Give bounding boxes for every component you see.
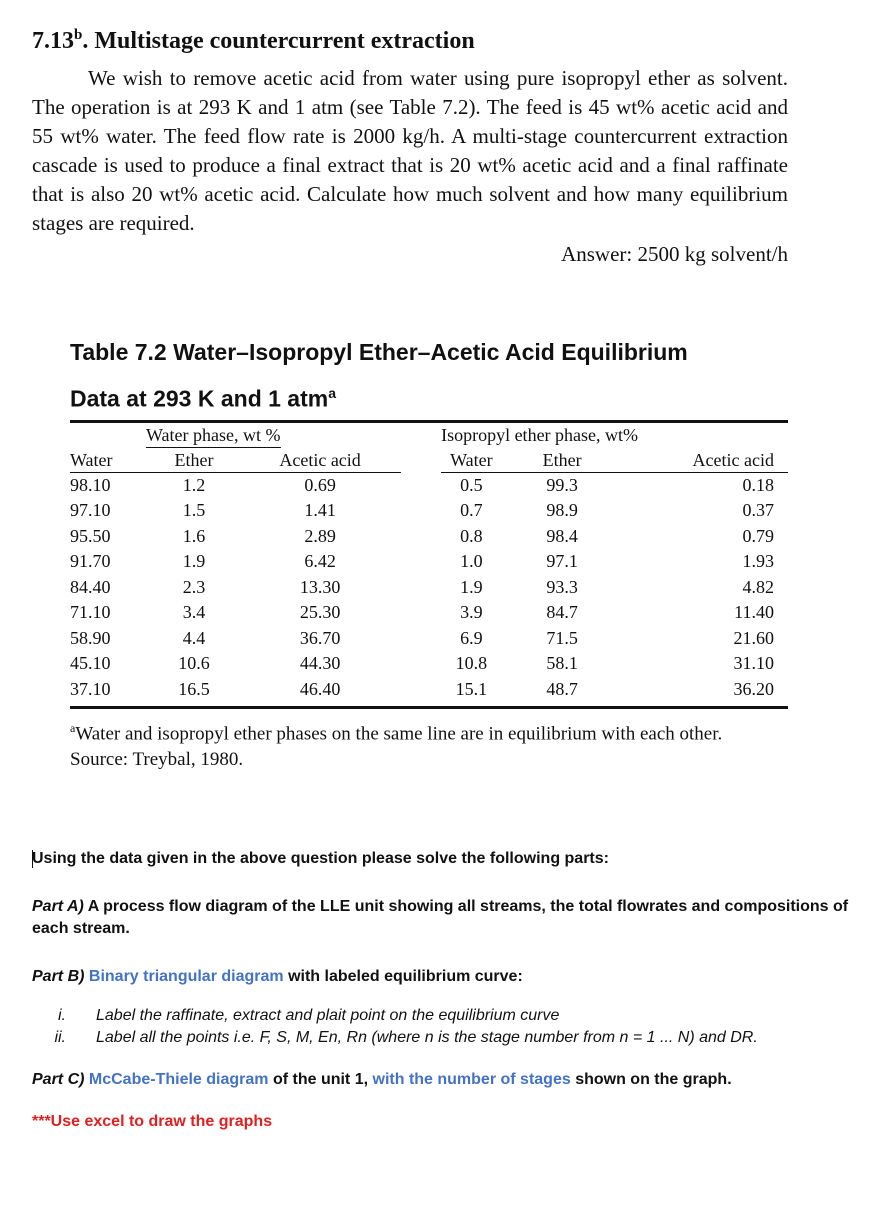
col-water-ether: Ether [149, 448, 240, 473]
part-b-highlight: Binary triangular diagram [84, 968, 284, 985]
table-cell: 1.6 [182, 525, 206, 546]
part-a [32, 896, 852, 940]
table-cell: 1.9 [460, 576, 483, 597]
part-c-highlight-2: with the number of stages [372, 1071, 571, 1088]
part-b-item-2 [32, 1027, 852, 1049]
table-cell: 98.9 [546, 500, 578, 521]
table-body [70, 472, 788, 702]
table-cell: 45.10 [70, 653, 111, 674]
table-group-header [70, 423, 788, 448]
table-cell: 25.30 [299, 602, 341, 623]
table-cell: 91.70 [70, 551, 111, 572]
table-cell: 93.3 [546, 576, 578, 597]
group-gap [401, 423, 441, 448]
table-cell: 3.9 [460, 602, 483, 623]
table-cell: 6.9 [460, 627, 483, 648]
table-cell: 1.93 [742, 551, 774, 572]
table-cell: 0.8 [460, 525, 483, 546]
problem-heading [32, 20, 788, 56]
table-row [70, 472, 788, 498]
table-cell: 97.10 [70, 500, 111, 521]
table-cell: 1.2 [182, 474, 206, 495]
table-bottom-rule [70, 706, 788, 709]
table-cell: 2.3 [182, 576, 206, 597]
table-cell: 16.5 [178, 678, 210, 699]
table-row [70, 498, 788, 524]
part-b-item-1 [32, 1005, 852, 1027]
table-title-line1: Table 7.2 Water–Isopropyl Ether–Acetic Acid Equilibrium [70, 339, 688, 365]
table-gap-cell [401, 498, 441, 524]
table-cell: 1.41 [304, 500, 336, 521]
table-column-header [70, 448, 788, 473]
table-cell: 10.8 [455, 653, 488, 674]
problem-body: We wish to remove acetic acid from water using pure isopropyl ether as solvent. The operation is at 293 K and 1 atm (see Table 7.2). The feed is 45 wt% acetic acid and 55 wt% water. The feed flow rate is 2000 kg/h. A multi-stage countercurrent extraction cascade is used to produce a final extract that is 20 wt% acetic acid and a final raffinate that is also 20 wt% acetic acid. Calculate how much solvent and how many equilibrium stages are required. [32, 66, 788, 235]
equilibrium-table-block [70, 332, 788, 773]
part-c-text-2: shown on the graph. [570, 1071, 732, 1088]
table-row [70, 549, 788, 575]
col-water-acid: Acetic acid [239, 448, 400, 473]
table-cell: 37.10 [70, 678, 111, 699]
item-2-number: ii. [54, 1029, 66, 1046]
table-cell: 0.37 [742, 500, 774, 521]
parts-intro [32, 848, 852, 870]
part-b-list [32, 1005, 852, 1049]
table-gap-cell [401, 524, 441, 550]
col-water-water: Water [70, 448, 149, 473]
part-a-text: A process flow diagram of the LLE unit showing all streams, the total flowrates and compositions of each stream. [32, 898, 849, 937]
part-b-label: Part B) [32, 968, 85, 985]
table-row [70, 626, 788, 652]
col-ether-ether: Ether [502, 448, 623, 473]
table-cell: 58.90 [70, 627, 111, 648]
table-cell: 58.1 [546, 653, 578, 674]
table-cell: 0.79 [742, 525, 774, 546]
part-b-text: with labeled equilibrium curve: [283, 968, 523, 985]
table-cell: 6.42 [304, 551, 336, 572]
problem-title: . Multistage countercurrent extraction [82, 28, 475, 54]
table-cell: 1.0 [460, 551, 483, 572]
problem-number: 7.13 [32, 28, 74, 54]
table-cell: 11.40 [734, 602, 774, 623]
part-c [32, 1069, 852, 1091]
problem-number-sup: b [74, 27, 83, 43]
col-ether-water: Water [441, 448, 502, 473]
table-title-line2-wrap [70, 373, 788, 420]
table-row [70, 600, 788, 626]
table-cell: 95.50 [70, 525, 111, 546]
table-cell: 36.20 [733, 678, 774, 699]
item-1-number: i. [58, 1007, 66, 1024]
table-gap-cell [401, 472, 441, 498]
group-water-label: Water phase, wt % [146, 423, 281, 448]
table-cell: 84.40 [70, 576, 111, 597]
parts-intro-text: Using the data given in the above question please solve the following parts: [32, 850, 609, 867]
table-cell: 0.69 [304, 474, 336, 495]
table-cell: 10.6 [178, 653, 210, 674]
table-title-line2: Data at 293 K and 1 atm [70, 385, 329, 412]
table-cell: 1.9 [182, 551, 206, 572]
table-cell: 46.40 [299, 678, 341, 699]
table-cell: 98.4 [546, 525, 578, 546]
part-a-label: Part A) [32, 898, 84, 915]
footnote-text: Water and isopropyl ether phases on the same line are in equilibrium with each other. [75, 723, 723, 745]
parts-block [32, 848, 852, 1133]
part-b [32, 966, 852, 988]
table-title-sup: a [328, 385, 337, 401]
item-1-text: Label the raffinate, extract and plait point on the equilibrium curve [96, 1007, 560, 1024]
footnote-mark: a [70, 721, 76, 736]
item-2-text: Label all the points i.e. F, S, M, En, Rn (where n is the stage number from n = 1 ... N) and DR. [96, 1029, 758, 1046]
footnote-text-wrap [70, 715, 788, 747]
problem-answer: Answer: 2500 kg solvent/h [561, 242, 788, 266]
col-gap [401, 448, 441, 473]
table-cell: 4.4 [182, 627, 206, 648]
col-ether-acid: Acetic acid [623, 448, 788, 473]
table-cell: 0.7 [460, 500, 483, 521]
table-cell: 71.5 [546, 627, 578, 648]
table-cell: 99.3 [546, 474, 578, 495]
table-gap-cell [401, 677, 441, 703]
table-cell: 36.70 [299, 627, 341, 648]
part-c-label: Part C) [32, 1071, 85, 1088]
table-cell: 71.10 [70, 602, 111, 623]
table-source: Source: Treybal, 1980. [70, 749, 244, 771]
group-ether-phase [441, 423, 788, 448]
group-water-phase [70, 423, 401, 448]
table-row [70, 524, 788, 550]
table-row [70, 651, 788, 677]
table-gap-cell [401, 575, 441, 601]
table-cell: 3.4 [182, 602, 206, 623]
table-cell: 0.5 [460, 474, 483, 495]
table-cell: 44.30 [299, 653, 341, 674]
table-cell: 15.1 [455, 678, 488, 699]
table-cell: 97.1 [546, 551, 578, 572]
table-title [70, 332, 788, 420]
table-cell: 21.60 [733, 627, 774, 648]
part-c-text-1: of the unit 1, [268, 1071, 373, 1088]
table-cell: 98.10 [70, 474, 111, 495]
equilibrium-table [70, 423, 788, 703]
table-cell: 0.18 [742, 474, 774, 495]
part-c-highlight-1: McCabe-Thiele diagram [84, 1071, 269, 1088]
table-cell: 31.10 [733, 653, 774, 674]
table-cell: 84.7 [546, 602, 578, 623]
table-row [70, 575, 788, 601]
table-footnote [70, 715, 788, 773]
table-gap-cell [401, 626, 441, 652]
problem-block [32, 20, 788, 269]
table-cell: 1.5 [182, 500, 206, 521]
group-ether-label: Isopropyl ether phase, wt% [441, 425, 639, 446]
table-row [70, 677, 788, 703]
excel-note: ***Use excel to draw the graphs [32, 1113, 273, 1130]
table-gap-cell [401, 549, 441, 575]
table-gap-cell [401, 651, 441, 677]
table-gap-cell [401, 600, 441, 626]
table-cell: 4.82 [742, 576, 774, 597]
table-cell: 2.89 [304, 525, 336, 546]
table-cell: 48.7 [546, 678, 578, 699]
table-cell: 13.30 [299, 576, 341, 597]
